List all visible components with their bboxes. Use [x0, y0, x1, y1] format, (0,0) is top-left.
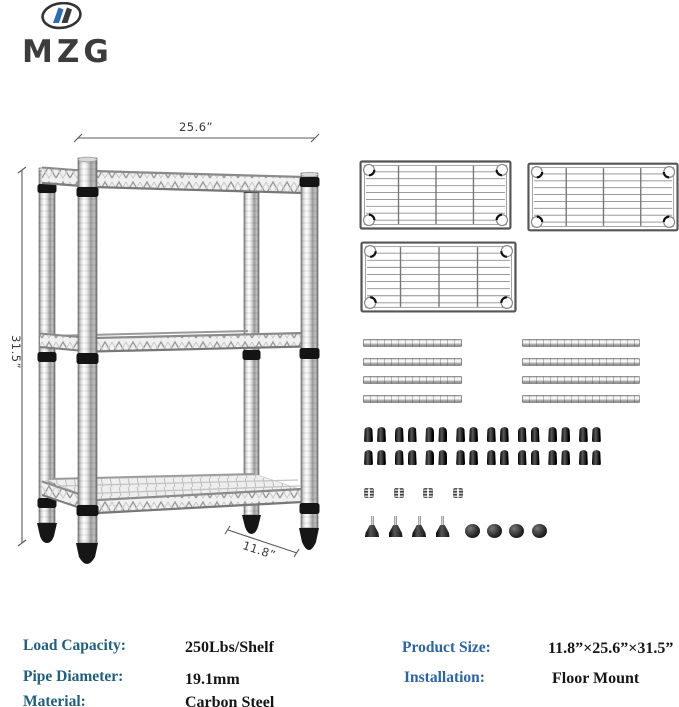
foot-stem	[371, 516, 374, 526]
pole-pipe	[522, 339, 640, 347]
pole-foot	[242, 515, 261, 534]
spec-label: Product Size:	[402, 639, 491, 656]
pole-connector	[453, 488, 463, 498]
collar	[77, 353, 99, 364]
shelf-sleeve	[500, 450, 509, 465]
spec-value: Floor Mount	[552, 670, 640, 687]
shelf-sleeve	[395, 450, 404, 465]
shelf-sleeve	[518, 427, 527, 442]
collar	[38, 184, 57, 193]
round-cap	[509, 524, 524, 538]
collar	[300, 503, 320, 514]
shelf-sleeve	[377, 450, 386, 465]
foot-stem	[418, 516, 421, 526]
height-dimension	[9, 167, 26, 546]
shelf-sleeve	[561, 450, 570, 465]
shelf-sleeve	[377, 427, 386, 442]
pole-pipe	[522, 395, 640, 403]
shelf-sleeve	[518, 450, 527, 465]
foot-cone	[412, 525, 426, 537]
shelf-sleeve	[408, 427, 417, 442]
pole-connector	[394, 488, 404, 498]
shelf-sleeve	[579, 450, 588, 465]
shelf-sleeve	[487, 427, 496, 442]
collar	[77, 187, 99, 197]
foot-stem	[394, 516, 397, 526]
spec-label: Pipe Diameter:	[23, 668, 124, 685]
shelf-sleeve	[408, 450, 417, 465]
shelf-sleeve	[456, 427, 465, 442]
logo-text: MZG	[22, 34, 113, 70]
round-cap	[532, 524, 547, 538]
pole-pipe	[522, 358, 640, 366]
leveling-foot	[412, 516, 426, 538]
leveling-foot	[436, 516, 450, 538]
pole-pipe	[363, 358, 462, 366]
pole-pipe	[363, 376, 462, 384]
pole-foot	[37, 523, 57, 543]
front-right-pole	[299, 172, 320, 550]
shelf-sleeve	[364, 427, 373, 442]
spec-label: Installation:	[404, 669, 485, 686]
round-cap	[487, 524, 502, 538]
wire-shelf-panel	[527, 162, 679, 232]
shelf-sleeve	[469, 450, 478, 465]
pole-foot	[299, 528, 319, 550]
collar	[77, 505, 99, 516]
shelf-sleeve	[456, 450, 465, 465]
shelf-sleeve	[487, 450, 496, 465]
shelf-sleeve	[438, 427, 447, 442]
front-left-pole	[76, 157, 99, 564]
collar	[300, 177, 320, 187]
shelf-sleeve	[561, 427, 570, 442]
shelf-sleeve	[531, 427, 540, 442]
foot-stem	[441, 516, 444, 526]
spec-value: 250Lbs/Shelf	[185, 639, 274, 656]
width-dimension	[74, 120, 319, 142]
pole-pipe	[363, 339, 462, 347]
shelf-unit-drawing	[0, 100, 345, 575]
round-cap	[465, 524, 480, 538]
wire-shelf-panel	[360, 241, 517, 313]
foot-cone	[389, 525, 403, 537]
shelf-sleeve	[500, 427, 509, 442]
collar	[300, 348, 320, 359]
shelf-sleeve	[592, 450, 601, 465]
shelf-sleeve	[425, 427, 434, 442]
shelf-sleeve	[592, 427, 601, 442]
leveling-foot	[389, 516, 403, 538]
shelf-sleeve	[548, 450, 557, 465]
pole-connector	[423, 488, 433, 498]
brand-logo	[12, 2, 122, 70]
pole-connector	[364, 488, 374, 498]
foot-cone	[436, 525, 450, 537]
depth-dimension-label: 11.8”	[240, 538, 278, 563]
spec-label: Material:	[23, 693, 86, 707]
spec-value: Carbon Steel	[185, 694, 275, 707]
pole-pipe	[363, 395, 462, 403]
foot-cone	[365, 525, 379, 537]
width-dimension-label: 25.6”	[178, 120, 214, 134]
shelf-sleeve	[579, 427, 588, 442]
depth-dimension	[225, 526, 299, 562]
spec-value: 11.8”×25.6”×31.5”	[548, 640, 674, 657]
collar	[38, 352, 57, 362]
shelf-sleeve	[438, 450, 447, 465]
height-dimension-label: 31.5”	[9, 334, 23, 370]
shelf-sleeve	[395, 427, 404, 442]
shelf-sleeve	[548, 427, 557, 442]
spec-value: 19.1mm	[185, 671, 240, 688]
shelf-sleeve	[469, 427, 478, 442]
wire-shelf-panel	[358, 160, 513, 230]
leveling-foot	[365, 516, 379, 538]
collar	[243, 350, 261, 360]
logo-oval-icon	[41, 2, 82, 30]
spec-label: Load Capacity:	[23, 637, 126, 654]
pole-foot	[76, 543, 98, 564]
shelf-sleeve	[425, 450, 434, 465]
shelf-sleeve	[531, 450, 540, 465]
pole-pipe	[522, 376, 640, 384]
shelf-sleeve	[364, 450, 373, 465]
